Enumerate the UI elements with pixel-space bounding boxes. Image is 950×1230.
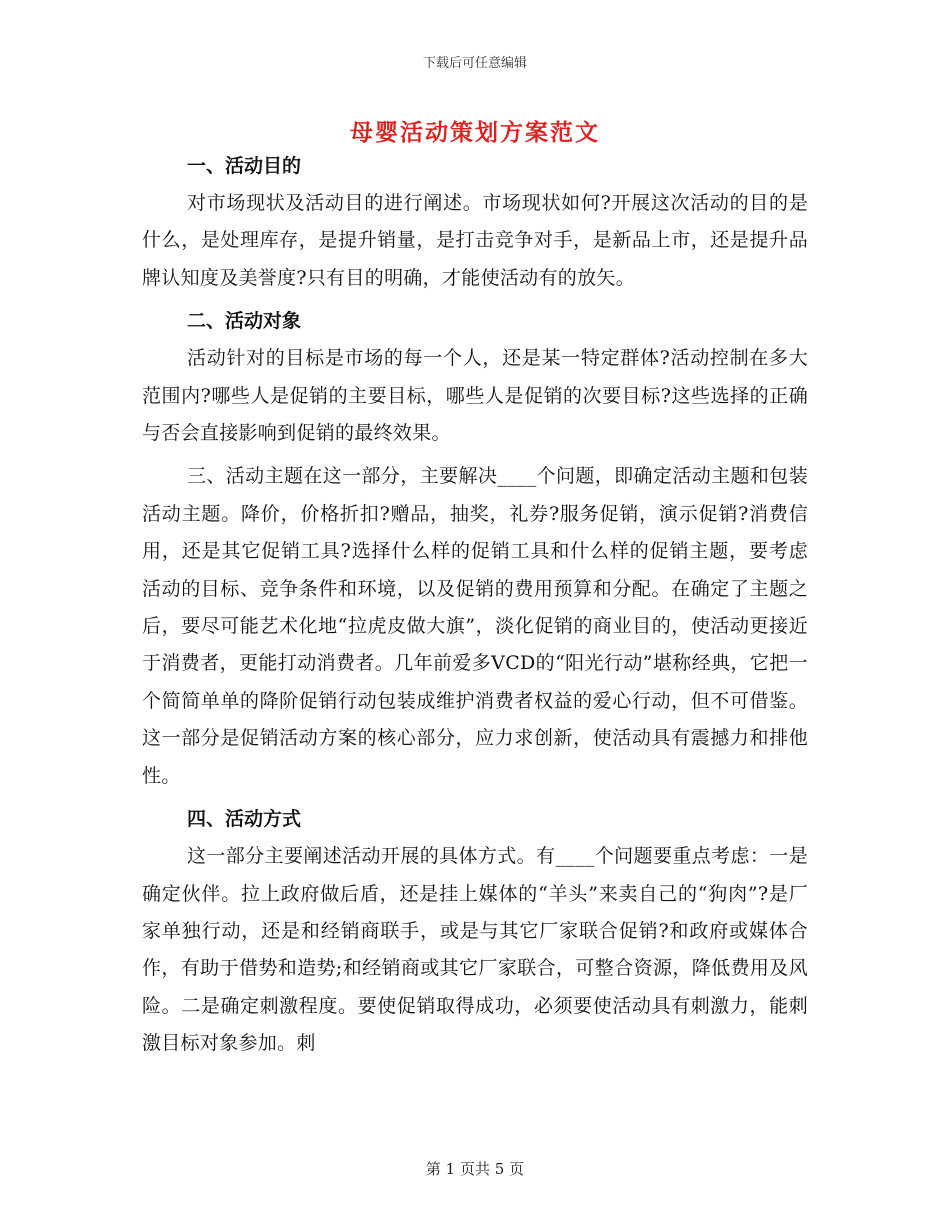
- section-heading-method: 四、活动方式: [187, 808, 302, 831]
- paragraph-purpose: 对市场现状及活动目的进行阐述。市场现状如何?开展这次活动的目的是什么，是处理库存，是提升销量，是打击竞争对手，是新品上市，还是提升品牌认知度及美誉度?只有目的明确，才能使活动有的放矢。: [142, 192, 808, 289]
- paragraph-method: 这一部分主要阐述活动开展的具体方式。有____个问题要重点考虑：一是确定伙伴。拉上政府做后盾，还是挂上媒体的“羊头”来卖自己的“狗肉”?是厂家单独行动，还是和经销商联手，或是与其它厂家联合促销?和政府或媒体合作，有助于借势和造势;和经销商或其它厂家联合，可整合资源，降低费用及风险。二是确定刺激程度。要使促销取得成功，必须要使活动具有刺激力，能刺激目标对象参加。刺: [142, 845, 808, 1055]
- section-heading-audience: 二、活动对象: [187, 310, 302, 333]
- page-footer: 第 1 页共 5 页: [425, 1160, 525, 1178]
- section-heading-purpose: 一、活动目的: [187, 155, 302, 177]
- page-header: 下载后可任意编辑: [422, 56, 527, 71]
- paragraph-audience: 活动针对的目标是市场的每一个人，还是某一特定群体?活动控制在多大范围内?哪些人是促销的主要目标，哪些人是促销的次要目标?这些选择的正确与否会直接影响到促销的最终效果。: [142, 347, 808, 445]
- paragraph-theme: 三、活动主题在这一部分，主要解决____个问题，即确定活动主题和包装活动主题。降价，价格折扣?赠品，抽奖，礼券?服务促销，演示促销?消费信用，还是其它促销工具?选择什么样的促销工具和什么样的促销主题，要考虑活动的目标、竞争条件和环境，以及促销的费用预算和分配。在确定了主题之后，要尽可能艺术化地“拉虎皮做大旗”，淡化促销的商业目的，使活动更接近于消费者，更能打动消费者。几年前爱多VCD的“阳光行动”堪称经典，它把一个简简单单的降阶促销行动包装成维护消费者权益的爱心行动，但不可借鉴。这一部分是促销活动方案的核心部分，应力求创新，使活动具有震撼力和排他性。: [142, 465, 808, 787]
- document-body: [142, 148, 808, 1063]
- document-title: 母婴活动策划方案范文: [350, 120, 600, 146]
